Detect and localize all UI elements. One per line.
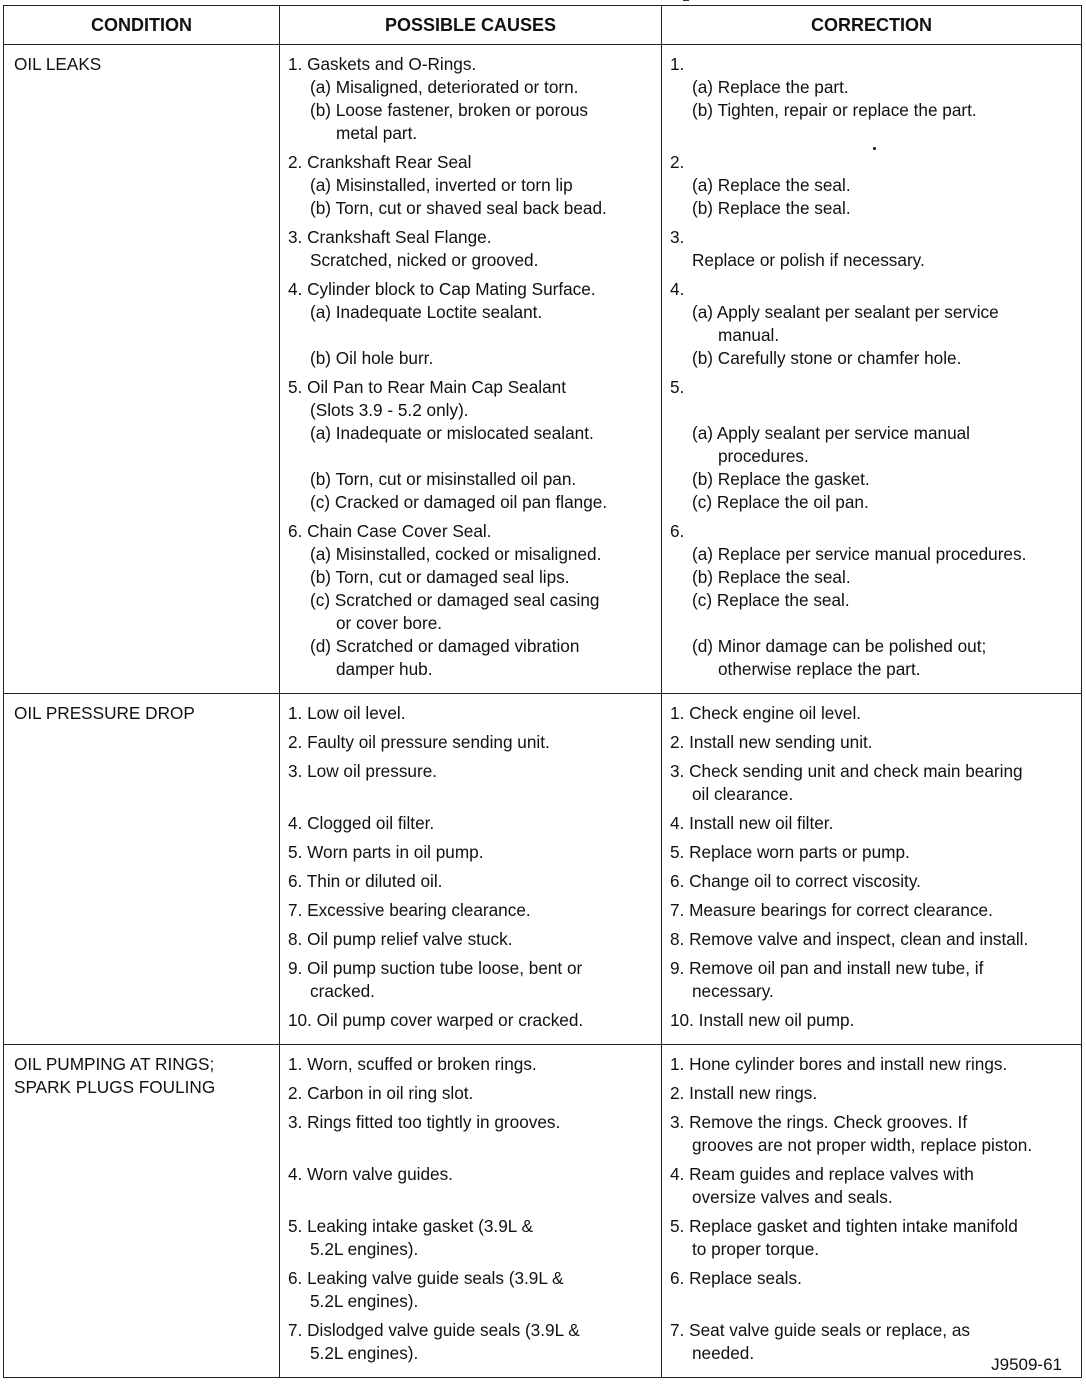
correction-item [670,1053,1073,1076]
item-line: 6. [670,521,685,541]
blank-line [670,612,1073,635]
item-line: (b) Tighten, repair or replace the part. [692,100,977,120]
condition-text: OIL PRESSURE DROP [14,703,195,723]
item-line: (a) Misinstalled, cocked or misaligned. [310,544,602,564]
cause-item [288,520,653,681]
item-line: (b) Torn, cut or damaged seal lips. [310,567,570,587]
blank-line [288,1186,653,1209]
item-line: 6. Chain Case Cover Seal. [288,521,492,541]
correction-item [670,151,1073,220]
item-line: 3. Check sending unit and check main bearing [670,761,1023,781]
item-line: (d) Minor damage can be polished out; [692,636,987,656]
item-line: 2. [670,152,685,172]
cause-item [288,1009,653,1032]
item-line: 1. [670,54,685,74]
correction-item [670,731,1073,754]
correction-item [670,520,1073,681]
correction-item [670,1215,1073,1261]
item-line: 9. Oil pump suction tube loose, bent or [288,958,583,978]
item-line: (a) Replace the seal. [692,175,851,195]
correction-item [670,226,1073,272]
item-line: (b) Carefully stone or chamfer hole. [692,348,962,368]
item-line: 2. Crankshaft Rear Seal [288,152,472,172]
item-line: needed. [692,1343,755,1363]
item-line: 3. Remove the rings. Check grooves. If [670,1112,968,1132]
correction-item [670,1009,1073,1032]
correction-item [670,1082,1073,1105]
correction-item [670,702,1073,725]
table-row [4,45,1082,694]
item-line: (b) Oil hole burr. [310,348,434,368]
item-line: 6. Thin or diluted oil. [288,871,443,891]
condition-text: SPARK PLUGS FOULING [14,1077,216,1097]
item-line: 1. Worn, scuffed or broken rings. [288,1054,537,1074]
item-line: oil clearance. [692,784,794,804]
correction-item [670,376,1073,514]
condition-text: OIL PUMPING AT RINGS; [14,1054,215,1074]
top-edge-mark [683,0,689,4]
condition-text: OIL LEAKS [14,54,102,74]
item-line: 6. Replace seals. [670,1268,802,1288]
cause-item [288,1215,653,1261]
cause-item [288,760,653,806]
item-line: (c) Scratched or damaged seal casing [310,590,600,610]
item-line: 5. [670,377,685,397]
item-line: 7. Dislodged valve guide seals (3.9L & [288,1320,580,1340]
item-line: 2. Install new rings. [670,1083,818,1103]
item-line: 5.2L engines). [310,1239,419,1259]
correction-item [670,841,1073,864]
blank-line [288,445,653,468]
cause-item [288,928,653,951]
item-line: (c) Cracked or damaged oil pan flange. [310,492,608,512]
correction-item [670,957,1073,1003]
item-line: (a) Apply sealant per service manual [692,423,971,443]
item-line: 7. Seat valve guide seals or replace, as [670,1320,971,1340]
item-line: 4. [670,279,685,299]
item-line: (a) Misinstalled, inverted or torn lip [310,175,573,195]
blank-line [670,1290,1073,1313]
item-line: 4. Clogged oil filter. [288,813,435,833]
item-line: 9. Remove oil pan and install new tube, if [670,958,984,978]
correction-item [670,1163,1073,1209]
item-line: (b) Replace the seal. [692,567,851,587]
item-line: (c) Replace the seal. [692,590,850,610]
item-line: 4. Cylinder block to Cap Mating Surface. [288,279,596,299]
blank-line [670,399,1073,422]
item-line: (b) Replace the gasket. [692,469,870,489]
correction-item [670,899,1073,922]
item-line: (c) Replace the oil pan. [692,492,869,512]
item-line: 10. Oil pump cover warped or cracked. [288,1010,584,1030]
item-line: 2. Carbon in oil ring slot. [288,1083,474,1103]
item-line: (a) Apply sealant per sealant per service [692,302,999,322]
stray-print-dot [873,147,876,150]
item-line: oversize valves and seals. [692,1187,893,1207]
item-line: 4. Ream guides and replace valves with [670,1164,974,1184]
item-line: manual. [718,325,780,345]
item-line: (Slots 3.9 - 5.2 only). [310,400,469,420]
cause-item [288,812,653,835]
correction-item [670,928,1073,951]
causes-cell [280,1045,662,1378]
item-line: 2. Faulty oil pressure sending unit. [288,732,550,752]
cause-item [288,226,653,272]
item-line: (a) Replace per service manual procedures. [692,544,1027,564]
item-line: cracked. [310,981,375,1001]
item-line: 5. Leaking intake gasket (3.9L & [288,1216,533,1236]
table-row [4,694,1082,1045]
item-line: 7. Excessive bearing clearance. [288,900,531,920]
item-line: metal part. [336,123,418,143]
correction-cell [662,694,1082,1045]
cause-item [288,841,653,864]
blank-line [288,783,653,806]
item-line: 5. Replace worn parts or pump. [670,842,910,862]
cause-item [288,899,653,922]
item-line: (a) Inadequate Loctite sealant. [310,302,543,322]
item-line: procedures. [718,446,809,466]
condition-cell [4,1045,280,1378]
item-line: (d) Scratched or damaged vibration [310,636,580,656]
item-line: (a) Misaligned, deteriorated or torn. [310,77,579,97]
item-line: 5.2L engines). [310,1343,419,1363]
item-line: 1. Gaskets and O-Rings. [288,54,477,74]
blank-line [288,1134,653,1157]
cause-item [288,1319,653,1365]
correction-item [670,278,1073,370]
cause-item [288,53,653,145]
item-line: (b) Replace the seal. [692,198,851,218]
item-line: (a) Inadequate or mislocated sealant. [310,423,594,443]
item-line: 1. Hone cylinder bores and install new rings. [670,1054,1008,1074]
cause-item [288,1053,653,1076]
blank-line [670,122,1073,145]
cause-item [288,702,653,725]
item-line: necessary. [692,981,774,1001]
correction-item [670,53,1073,145]
cause-item [288,1163,653,1209]
correction-item [670,760,1073,806]
item-line: grooves are not proper width, replace piston. [692,1135,1033,1155]
header-possible-causes: POSSIBLE CAUSES [280,6,662,45]
item-line: or cover bore. [336,613,443,633]
causes-cell [280,694,662,1045]
item-line: (b) Torn, cut or misinstalled oil pan. [310,469,577,489]
item-line: damper hub. [336,659,433,679]
cause-item [288,1082,653,1105]
item-line: 2. Install new sending unit. [670,732,873,752]
item-line: 6. Leaking valve guide seals (3.9L & [288,1268,564,1288]
item-line: 8. Remove valve and inspect, clean and install. [670,929,1029,949]
correction-cell [662,45,1082,694]
item-line: 5. Oil Pan to Rear Main Cap Sealant [288,377,567,397]
cause-item [288,957,653,1003]
item-line: (b) Torn, cut or shaved seal back bead. [310,198,607,218]
header-condition: CONDITION [4,6,280,45]
item-line: 3. Rings fitted too tightly in grooves. [288,1112,561,1132]
item-line: 4. Install new oil filter. [670,813,834,833]
cause-item [288,151,653,220]
item-line: 3. [670,227,685,247]
item-line: 3. Low oil pressure. [288,761,438,781]
correction-item [670,870,1073,893]
item-line: (b) Loose fastener, broken or porous [310,100,589,120]
item-line: to proper torque. [692,1239,820,1259]
figure-reference: J9509-61 [991,1355,1062,1374]
cause-item [288,731,653,754]
item-line: 5.2L engines). [310,1291,419,1311]
item-line: 5. Replace gasket and tighten intake manifold [670,1216,1018,1236]
cause-item [288,278,653,370]
item-line: 10. Install new oil pump. [670,1010,855,1030]
table-row [4,1045,1082,1378]
header-row [4,6,1082,45]
correction-item [670,812,1073,835]
item-line: 6. Change oil to correct viscosity. [670,871,921,891]
correction-cell [662,1045,1082,1378]
causes-cell [280,45,662,694]
item-line: Scratched, nicked or grooved. [310,250,539,270]
item-line: 3. Crankshaft Seal Flange. [288,227,492,247]
item-line: (a) Replace the part. [692,77,849,97]
correction-item [670,1267,1073,1313]
condition-cell [4,694,280,1045]
item-line: 5. Worn parts in oil pump. [288,842,484,862]
cause-item [288,1267,653,1313]
item-line: 8. Oil pump relief valve stuck. [288,929,513,949]
item-line: 4. Worn valve guides. [288,1164,453,1184]
header-correction: CORRECTION [662,6,1082,45]
cause-item [288,870,653,893]
correction-item [670,1111,1073,1157]
cause-item [288,376,653,514]
condition-cell [4,45,280,694]
item-line: 7. Measure bearings for correct clearance. [670,900,993,920]
diagnosis-table [3,5,1082,1378]
item-line: 1. Low oil level. [288,703,406,723]
item-line: otherwise replace the part. [718,659,921,679]
blank-line [288,324,653,347]
cause-item [288,1111,653,1157]
item-line: 1. Check engine oil level. [670,703,862,723]
item-line: Replace or polish if necessary. [692,250,925,270]
